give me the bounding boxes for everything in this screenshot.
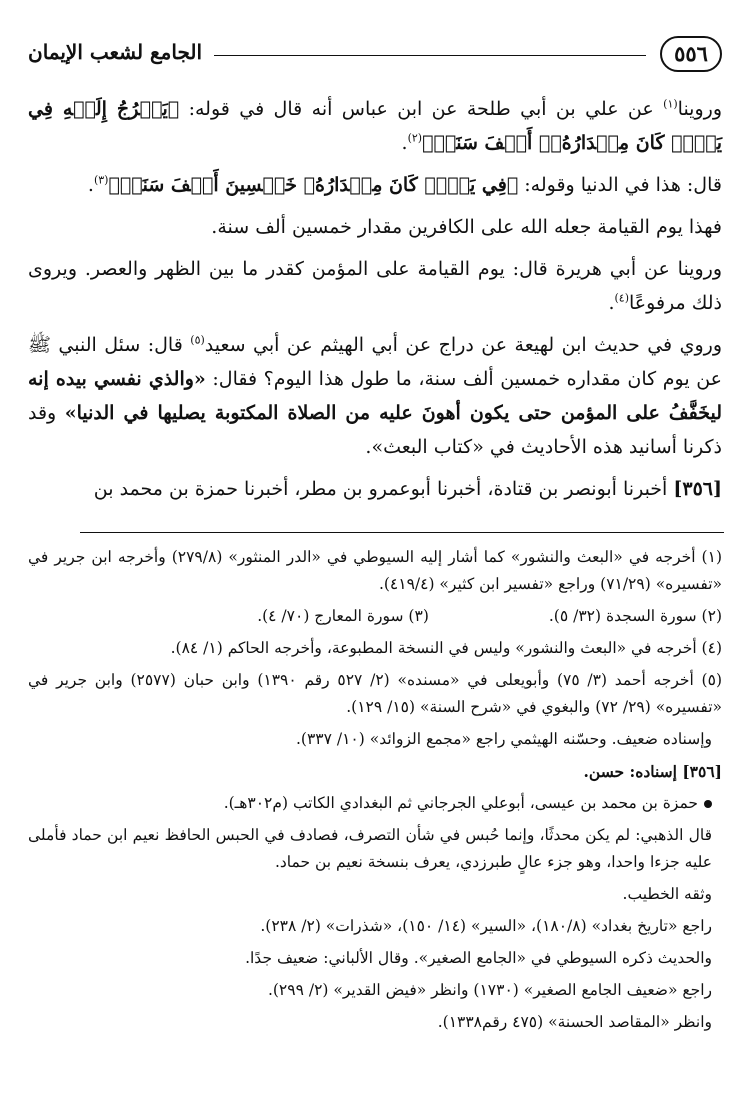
text-run: أخبرنا أبونصر بن قتادة، أخبرنا أبوعمرو بن مطر، أخبرنا حمزة بن محمد بن	[93, 478, 674, 500]
suyuti-note: والحديث ذكره السيوطي في «الجامع الصغير». وقال الألباني: ضعيف جدًا.	[245, 949, 712, 967]
bullet-icon	[704, 800, 712, 808]
paragraph-5	[28, 328, 722, 464]
footnote-pair	[28, 603, 722, 630]
footnote-divider	[80, 532, 724, 533]
narrator-text: حمزة بن محمد بن عيسى، أبوعلي الجرجاني ثم البغدادي الكاتب (م٣٠٢هـ).	[223, 794, 698, 812]
footnote-1: (١) أخرجه في «البعث والنشور» كما أشار إليه السيوطي في «الدر المنثور» (٢٧٩/٨) وأخرجه ابن جرير في «تفسيره» (٧١/٢٩) وراجع «تفسير ابن كثير» (٤١٩/٤).	[28, 548, 722, 593]
book-title: الجامع لشعب الإيمان	[28, 40, 203, 64]
text-run: عن علي بن أبي طلحة عن ابن عباس أنه قال في قوله:	[179, 98, 664, 120]
text-run: .	[608, 292, 615, 314]
footnote-4: (٤) أخرجه في «البعث والنشور» وليس في النسخة المطبوعة، وأخرجه الحاكم (١/ ٨٤).	[170, 639, 722, 657]
narrator-entry	[28, 790, 722, 817]
footnote-2: (٢) سورة السجدة (٣٢/ ٥).	[548, 607, 722, 625]
hadith-text: «والذي نفسي بيده إنه ليخَفَّفُ على المؤمن حتى يكون أهونَ عليه من الصلاة المكتوبة يصليها في الدنيا»	[28, 368, 722, 424]
paragraph-1	[28, 92, 722, 160]
paragraph-6	[28, 472, 722, 506]
text-run: وقد ذكرنا أسانيد هذه الأحاديث في «كتاب البعث».	[28, 402, 722, 458]
khatib-note: وثقه الخطيب.	[622, 885, 712, 903]
hadith-number: [٣٥٦]	[673, 478, 722, 500]
text-run: قال: هذا في الدنيا وقوله:	[518, 174, 722, 196]
paragraph-2	[28, 168, 722, 202]
references-2: راجع «ضعيف الجامع الصغير» (١٧٣٠) وانظر «فيض القدير» (٢/ ٢٩٩).	[267, 981, 712, 999]
footnote-ref: (٥)	[190, 333, 205, 347]
text-run: .	[87, 174, 94, 196]
footnotes	[28, 544, 722, 1041]
isnad-heading: [٣٥٦] إسناده: حسن.	[583, 762, 722, 781]
footnote-ref: (٤)	[614, 291, 629, 305]
text-run: قال: سئل النبي ﷺ عن يوم كان مقداره خمسين ألف سنة، ما طول هذا اليوم؟ فقال:	[28, 334, 722, 390]
footnote-ref: (٣)	[93, 173, 109, 187]
quran-verse: ﴿يَعۡرُجُ إِلَيۡهِ فِي يَوۡمٖ كَانَ مِقۡدَارُهُۥٓ أَلۡفَ سَنَةٖ﴾	[28, 98, 722, 154]
paragraph-3: فهذا يوم القيامة جعله الله على الكافرين مقدار خمسين ألف سنة.	[211, 216, 722, 238]
paragraph-4	[28, 252, 722, 320]
text-run: وروي في حديث ابن لهيعة عن دراج عن أبي الهيثم عن أبي سعيد	[204, 334, 722, 356]
footnote-5: (٥) أخرجه أحمد (٣/ ٧٥) وأبويعلى في «مسنده» (٢/ ٥٢٧ رقم ١٣٩٠) وابن حبان (٢٥٧٧) وابن جرير في «تفسيره» (٢٩/ ٧٢) والبغوي في «شرح السنة» (١٥/ ١٢٩).	[28, 671, 722, 716]
text-run: .	[401, 132, 408, 154]
footnote-ref: (٢)	[407, 131, 423, 145]
references-1: راجع «تاريخ بغداد» (١٨٠/٨)، «السير» (١٤/ ١٥٠)، «شذرات» (٢/ ٢٣٨).	[260, 917, 712, 935]
footnote-ref: (١)	[663, 97, 678, 111]
header-rule	[214, 55, 646, 56]
footnote-3: (٣) سورة المعارج (٧٠/ ٤).	[257, 607, 429, 625]
references-3: وانظر «المقاصد الحسنة» (٤٧٥ رقم١٣٣٨).	[437, 1013, 712, 1031]
text-run: وروينا	[677, 98, 722, 120]
dhahabi-note: قال الذهبي: لم يكن محدثًا، وإنما حُبس في شأن التصرف، فصادف في الحبس الحافظ نعيم ابن حماد فأملى عليه جزءا واحدا، وهو جزء عالٍ طبرزدي، يعرف بنسخة نعيم بن حماد.	[28, 826, 712, 871]
quran-verse: ﴿فِي يَوۡمٖ كَانَ مِقۡدَارُهُۥ خَمۡسِينَ أَلۡفَ سَنَةٖ﴾	[108, 174, 519, 196]
footnote-5-note: وإسناده ضعيف. وحسّنه الهيثمي راجع «مجمع الزوائد» (١٠/ ٣٣٧).	[295, 730, 712, 748]
page-number: ٥٥٦	[660, 36, 722, 72]
page-header	[28, 36, 722, 86]
main-text	[28, 92, 722, 514]
text-run: وروينا عن أبي هريرة قال: يوم القيامة على المؤمن كقدر ما بين الظهر والعصر. ويروى ذلك مرفوعًا	[28, 258, 722, 314]
